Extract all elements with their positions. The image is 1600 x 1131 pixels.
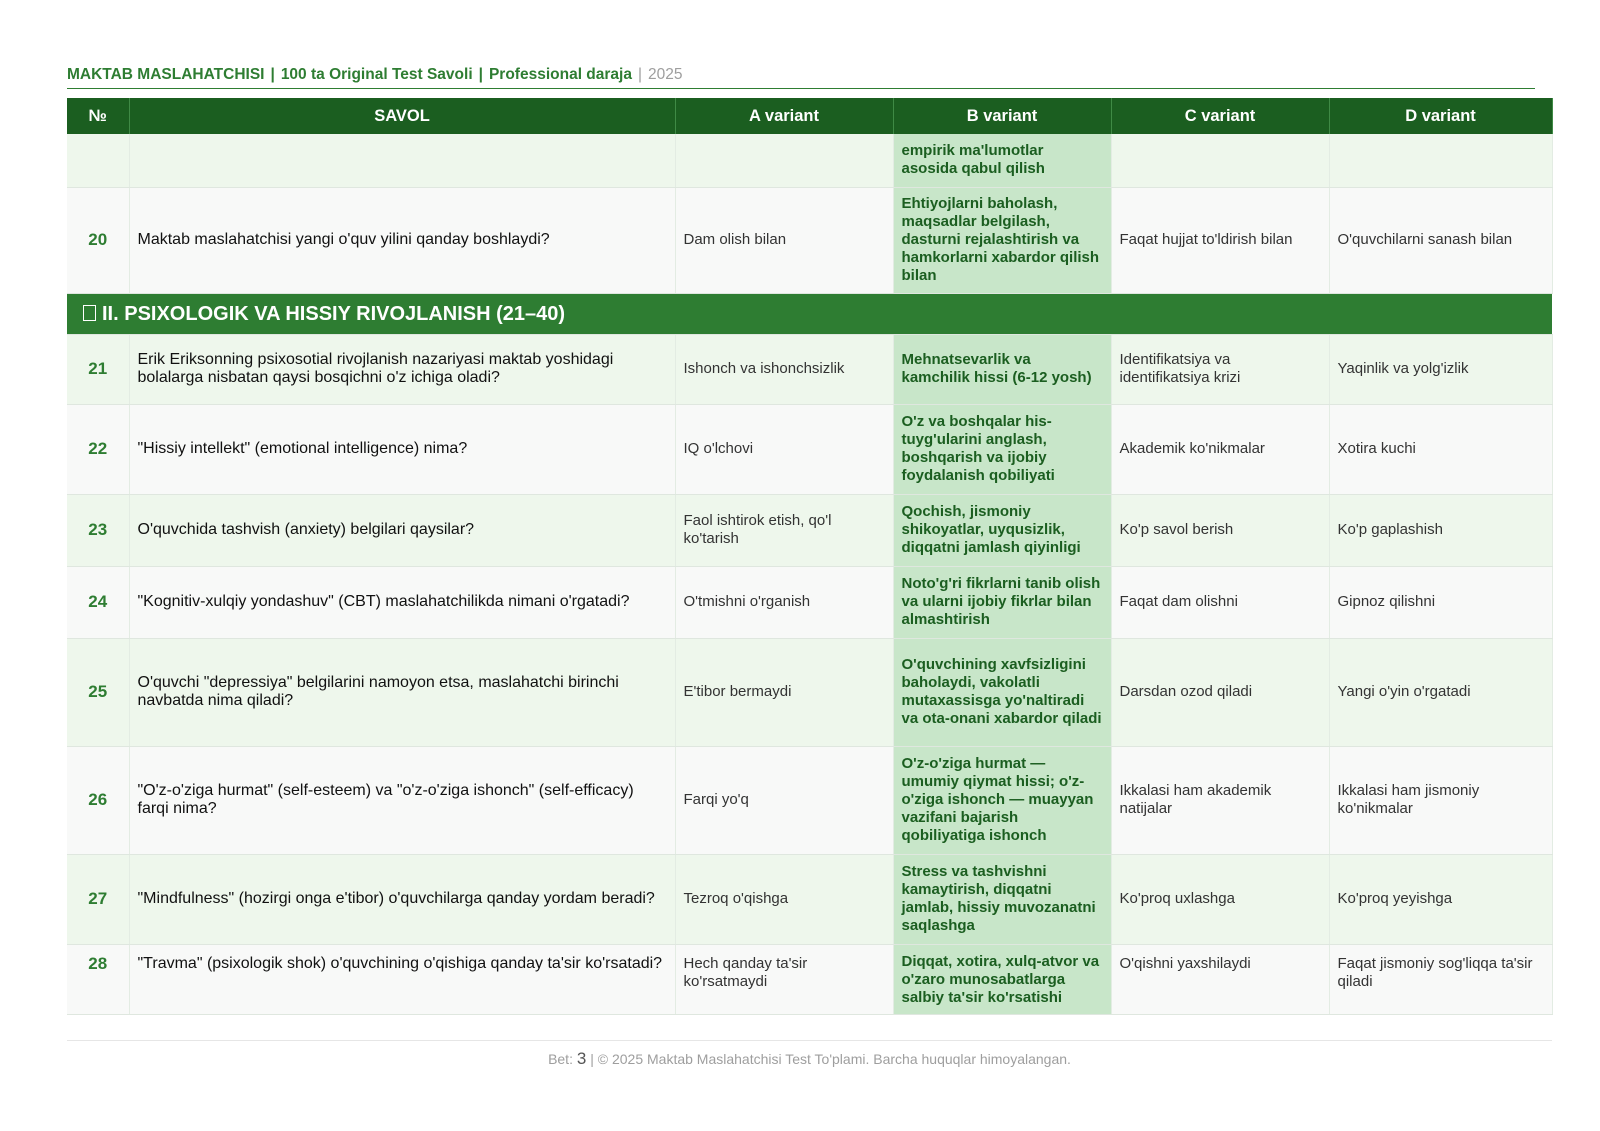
option-d: Ikkalasi ham jismoniy ko'nikmalar bbox=[1329, 746, 1552, 854]
option-c: Darsdan ozod qiladi bbox=[1111, 638, 1329, 746]
question-number: 22 bbox=[67, 404, 129, 494]
option-d: Ko'proq yeyishga bbox=[1329, 854, 1552, 944]
correct-answer: empirik ma'lumotlar asosida qabul qilish bbox=[893, 134, 1111, 187]
question-text: Erik Eriksonning psixosotial rivojlanish nazariyasi maktab yoshidagi bolalarga nisbatan qaysi bosqichni o'z ichiga oladi? bbox=[129, 334, 675, 404]
page-footer: Bet: 3 | © 2025 Maktab Maslahatchisi Test To'plami. Barcha huquqlar himoyalangan. bbox=[67, 1040, 1552, 1069]
table-row bbox=[67, 638, 1552, 746]
page-label: Bet: bbox=[548, 1051, 573, 1067]
correct-answer: O'z va boshqalar his-tuyg'ularini anglash, boshqarish va ijobiy foydalanish qobiliyati bbox=[893, 404, 1111, 494]
option-c: Ko'proq uxlashga bbox=[1111, 854, 1329, 944]
option-d: Yaqinlik va yolg'izlik bbox=[1329, 334, 1552, 404]
col-question-header: SAVOL bbox=[129, 98, 675, 134]
option-a: Dam olish bilan bbox=[675, 187, 893, 293]
table-row bbox=[67, 494, 1552, 566]
question-number: 24 bbox=[67, 566, 129, 638]
table-row bbox=[67, 854, 1552, 944]
correct-answer: Ehtiyojlarni baholash, maqsadlar belgilash, dasturni rejalashtirish va hamkorlarni xabardor qilish bilan bbox=[893, 187, 1111, 293]
option-d: Gipnoz qilishni bbox=[1329, 566, 1552, 638]
question-text: "Hissiy intellekt" (emotional intelligence) nima? bbox=[129, 404, 675, 494]
table-row-continuation bbox=[67, 134, 1552, 187]
option-d: Xotira kuchi bbox=[1329, 404, 1552, 494]
table-row bbox=[67, 944, 1552, 1014]
table-row bbox=[67, 404, 1552, 494]
option-c: Faqat dam olishni bbox=[1111, 566, 1329, 638]
table-row bbox=[67, 334, 1552, 404]
col-number-header: № bbox=[67, 98, 129, 134]
correct-answer: Diqqat, xotira, xulq-atvor va o'zaro munosabatlarga salbiy ta'sir ko'rsatishi bbox=[893, 944, 1111, 1014]
question-number: 26 bbox=[67, 746, 129, 854]
correct-answer: O'z-o'ziga hurmat — umumiy qiymat hissi; o'z-o'ziga ishonch — muayyan vazifani bajarish qobiliyatiga ishonch bbox=[893, 746, 1111, 854]
option-c: Faqat hujjat to'ldirish bilan bbox=[1111, 187, 1329, 293]
option-a: IQ o'lchovi bbox=[675, 404, 893, 494]
option-c: Akademik ko'nikmalar bbox=[1111, 404, 1329, 494]
question-number: 20 bbox=[67, 187, 129, 293]
col-a-header: A variant bbox=[675, 98, 893, 134]
col-d-header: D variant bbox=[1329, 98, 1552, 134]
table-row bbox=[67, 187, 1552, 293]
page-header: MAKTAB MASLAHATCHISI | 100 ta Original Test Savoli | Professional daraja | 2025 bbox=[67, 66, 1535, 89]
option-c: Ikkalasi ham akademik natijalar bbox=[1111, 746, 1329, 854]
question-text: "Travma" (psixologik shok) o'quvchining o'qishiga qanday ta'sir ko'rsatadi? bbox=[129, 944, 675, 1014]
option-a: O'tmishni o'rganish bbox=[675, 566, 893, 638]
question-number: 28 bbox=[67, 944, 129, 1014]
option-a: Hech qanday ta'sir ko'rsatmaydi bbox=[675, 944, 893, 1014]
option-a: Faol ishtirok etish, qo'l ko'tarish bbox=[675, 494, 893, 566]
correct-answer: Qochish, jismoniy shikoyatlar, uyqusizlik, diqqatni jamlash qiyinligi bbox=[893, 494, 1111, 566]
question-text: "Kognitiv-xulqiy yondashuv" (CBT) maslahatchilikda nimani o'rgatadi? bbox=[129, 566, 675, 638]
question-number: 27 bbox=[67, 854, 129, 944]
option-d: Faqat jismoniy sog'liqqa ta'sir qiladi bbox=[1329, 944, 1552, 1014]
section-title: II. PSIXOLOGIK VA HISSIY RIVOJLANISH (21–40) bbox=[67, 293, 1552, 334]
page-number: 3 bbox=[576, 1049, 587, 1068]
question-text: "Mindfulness" (hozirgi onga e'tibor) o'quvchilarga qanday yordam beradi? bbox=[129, 854, 675, 944]
questions-table bbox=[67, 98, 1553, 1015]
col-b-header: B variant bbox=[893, 98, 1111, 134]
correct-answer: Noto'g'ri fikrlarni tanib olish va ularni ijobiy fikrlar bilan almashtirish bbox=[893, 566, 1111, 638]
option-c: Ko'p savol berish bbox=[1111, 494, 1329, 566]
option-a: Farqi yo'q bbox=[675, 746, 893, 854]
question-number: 23 bbox=[67, 494, 129, 566]
section-row bbox=[67, 293, 1552, 334]
correct-answer: Mehnatsevarlik va kamchilik hissi (6-12 yosh) bbox=[893, 334, 1111, 404]
question-text: O'quvchida tashvish (anxiety) belgilari qaysilar? bbox=[129, 494, 675, 566]
table-row bbox=[67, 746, 1552, 854]
option-d: Ko'p gaplashish bbox=[1329, 494, 1552, 566]
header-brand: MAKTAB MASLAHATCHISI bbox=[67, 66, 265, 83]
option-a: Tezroq o'qishga bbox=[675, 854, 893, 944]
question-text: "O'z-o'ziga hurmat" (self-esteem) va "o'z-o'ziga ishonch" (self-efficacy) farqi nima? bbox=[129, 746, 675, 854]
option-d: O'quvchilarni sanash bilan bbox=[1329, 187, 1552, 293]
option-c: O'qishni yaxshilaydi bbox=[1111, 944, 1329, 1014]
table-row bbox=[67, 566, 1552, 638]
option-d: Yangi o'yin o'rgatadi bbox=[1329, 638, 1552, 746]
option-c: Identifikatsiya va identifikatsiya krizi bbox=[1111, 334, 1329, 404]
question-text: O'quvchi "depressiya" belgilarini namoyon etsa, maslahatchi birinchi navbatda nima qiladi? bbox=[129, 638, 675, 746]
copyright: © 2025 Maktab Maslahatchisi Test To'plami. Barcha huquqlar himoyalangan. bbox=[597, 1051, 1071, 1067]
question-number: 21 bbox=[67, 334, 129, 404]
header-year: 2025 bbox=[648, 66, 683, 83]
question-text: Maktab maslahatchisi yangi o'quv yilini qanday boshlaydi? bbox=[129, 187, 675, 293]
table-header-row bbox=[67, 98, 1552, 134]
header-level: Professional daraja bbox=[488, 66, 632, 83]
question-number: 25 bbox=[67, 638, 129, 746]
correct-answer: Stress va tashvishni kamaytirish, diqqatni jamlab, hissiy muvozanatni saqlashga bbox=[893, 854, 1111, 944]
col-c-header: C variant bbox=[1111, 98, 1329, 134]
option-a: E'tibor bermaydi bbox=[675, 638, 893, 746]
correct-answer: O'quvchining xavfsizligini baholaydi, vakolatli mutaxassisga yo'naltiradi va ota-onani xabardor qiladi bbox=[893, 638, 1111, 746]
checkbox-icon bbox=[83, 305, 96, 321]
option-a: Ishonch va ishonchsizlik bbox=[675, 334, 893, 404]
header-subtitle: 100 ta Original Test Savoli bbox=[280, 66, 473, 83]
